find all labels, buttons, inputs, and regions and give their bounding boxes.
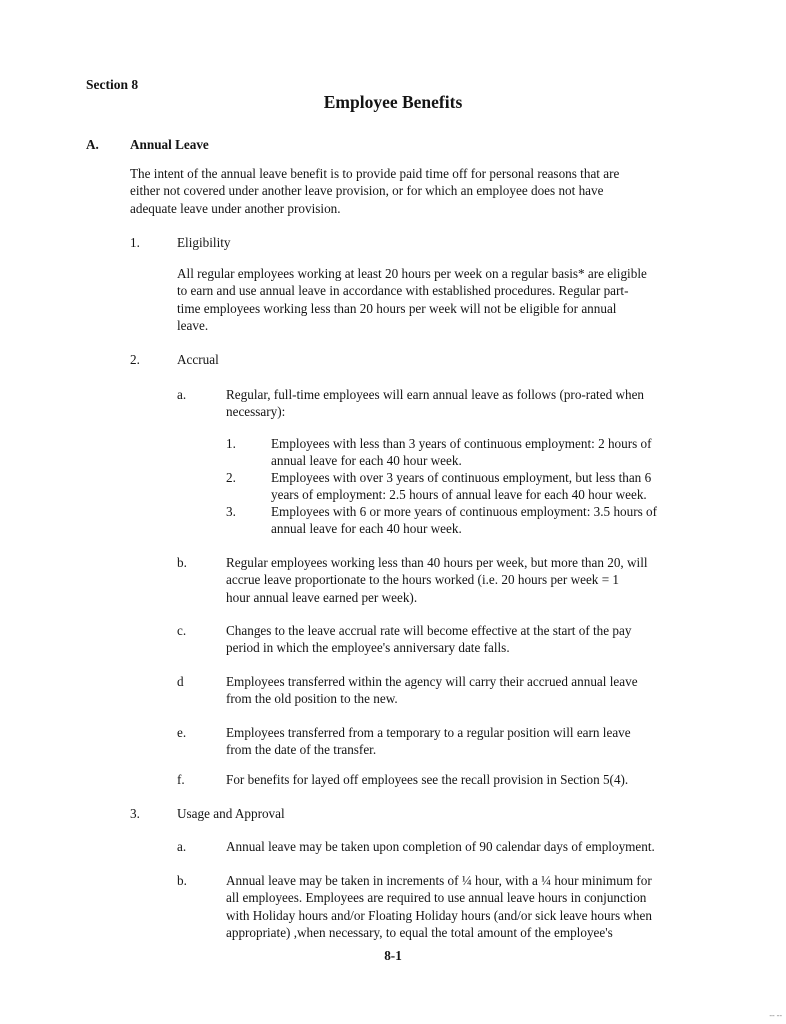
item1-heading: Eligibility (177, 235, 231, 250)
accrual-e-letter: e. (177, 725, 187, 740)
accrual-c-line: Changes to the leave accrual rate will become effective at the start of the pay (226, 623, 632, 638)
part-a-letter: A. (86, 137, 99, 152)
accrual-sub2-line: years of employment: 2.5 hours of annual leave for each 40 hour week. (271, 487, 647, 503)
accrual-e-line: Employees transferred from a temporary to a regular position will earn leave (226, 725, 631, 740)
accrual-sub1-number: 1. (226, 436, 236, 451)
accrual-b-text (226, 554, 648, 606)
accrual-b-line: hour annual leave earned per week). (226, 589, 418, 605)
eligibility-line: time employees working less than 20 hours per week will not be eligible for annual (177, 300, 617, 316)
usage-b-text (226, 872, 652, 942)
usage-a-text (226, 838, 655, 855)
item1-number: 1. (130, 235, 140, 250)
usage-b-letter: b. (177, 873, 187, 888)
eligibility-line: All regular employees working at least 20 hours per week on a regular basis* are eligible (177, 266, 647, 281)
eligibility-line: leave. (177, 318, 209, 334)
usage-b-line: appropriate) ,when necessary, to equal the total amount of the employee's (226, 925, 613, 941)
accrual-b-line: Regular employees working less than 40 hours per week, but more than 20, will (226, 555, 648, 570)
page-title: Employee Benefits (323, 92, 463, 112)
intro-line: The intent of the annual leave benefit is to provide paid time off for personal reasons that are (130, 166, 620, 181)
accrual-sub1-text (271, 435, 652, 470)
item2-number: 2. (130, 352, 140, 367)
part-a-heading: Annual Leave (130, 137, 209, 152)
usage-a-line: Annual leave may be taken upon completion of 90 calendar days of employment. (226, 839, 655, 854)
eligibility-line: to earn and use annual leave in accordance with established procedures. Regular part- (177, 283, 629, 299)
usage-b-line: with Holiday hours and/or Floating Holiday hours (and/or sick leave hours when (226, 907, 652, 923)
accrual-c-letter: c. (177, 623, 187, 638)
accrual-a-line: necessary): (226, 404, 286, 420)
accrual-sub1-line: Employees with less than 3 years of continuous employment: 2 hours of (271, 436, 652, 451)
section-label: Section 8 (86, 77, 139, 92)
accrual-sub2-line: Employees with over 3 years of continuous employment, but less than 6 (271, 470, 652, 485)
accrual-d-letter: d (177, 674, 184, 689)
accrual-sub3-number: 3. (226, 504, 236, 519)
usage-b-line: Annual leave may be taken in increments of ¼ hour, with a ¼ hour minimum for (226, 873, 652, 888)
accrual-d-line: from the old position to the new. (226, 691, 398, 707)
item3-number: 3. (130, 806, 140, 821)
usage-a-letter: a. (177, 839, 187, 854)
accrual-e-line: from the date of the transfer. (226, 742, 377, 758)
accrual-sub3-text (271, 503, 657, 538)
accrual-sub2-text (271, 469, 651, 504)
accrual-d-line: Employees transferred within the agency will carry their accrued annual leave (226, 674, 638, 689)
accrual-sub3-line: annual leave for each 40 hour week. (271, 521, 462, 537)
usage-b-line: all employees. Employees are required to use annual leave hours in conjunction (226, 890, 647, 906)
accrual-sub2-number: 2. (226, 470, 236, 485)
accrual-c-line: period in which the employee's anniversary date falls. (226, 640, 510, 656)
accrual-c-text (226, 622, 631, 657)
stray-scan-mark: -- -- (769, 1010, 782, 1020)
page-number: 8-1 (384, 948, 402, 963)
eligibility-paragraph (177, 265, 647, 335)
accrual-sub1-line: annual leave for each 40 hour week. (271, 453, 462, 469)
intro-line: either not covered under another leave provision, or for which an employee does not have (130, 183, 604, 199)
accrual-a-line: Regular, full-time employees will earn annual leave as follows (pro-rated when (226, 387, 645, 402)
accrual-f-text (226, 771, 628, 788)
item3-heading: Usage and Approval (177, 806, 285, 821)
accrual-a-letter: a. (177, 387, 187, 402)
accrual-e-text (226, 724, 631, 759)
accrual-sub3-line: Employees with 6 or more years of continuous employment: 3.5 hours of (271, 504, 658, 519)
accrual-f-letter: f. (177, 772, 185, 787)
item2-heading: Accrual (177, 352, 219, 367)
accrual-f-line: For benefits for layed off employees see the recall provision in Section 5(4). (226, 772, 629, 787)
intro-paragraph (130, 165, 619, 217)
accrual-b-letter: b. (177, 555, 187, 570)
accrual-d-text (226, 673, 638, 708)
accrual-a-text (226, 386, 644, 421)
accrual-b-line: accrue leave proportionate to the hours worked (i.e. 20 hours per week = 1 (226, 572, 620, 588)
intro-line: adequate leave under another provision. (130, 200, 341, 216)
